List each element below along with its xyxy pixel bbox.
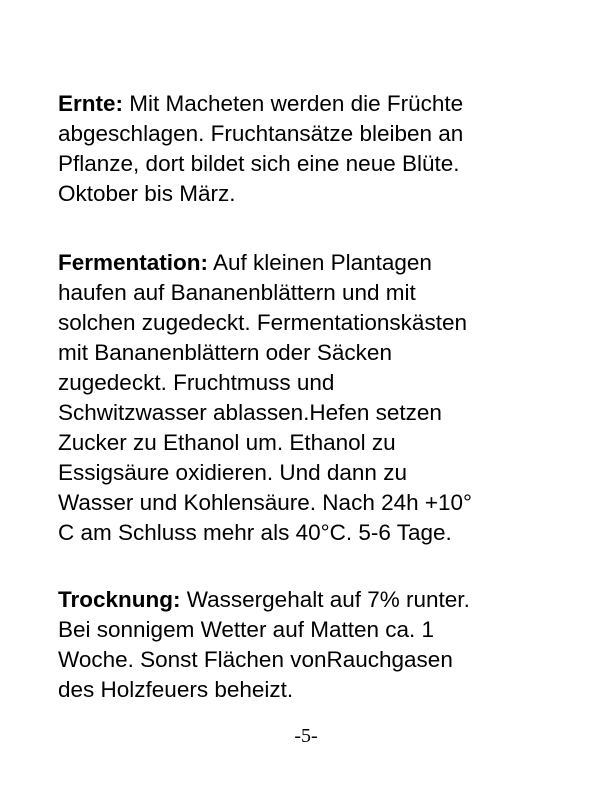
- section-term: Fermentation:: [58, 250, 209, 275]
- paragraph-line: zugedeckt. Fruchtmuss und: [58, 370, 335, 395]
- paragraph-line: solchen zugedeckt. Fermentationskästen: [58, 310, 467, 335]
- page-number: -5-: [294, 725, 318, 747]
- paragraph-line: [58, 248, 568, 278]
- line-text: Mit Macheten werden die Früchte: [123, 91, 464, 116]
- paragraph-line: Essigsäure oxidieren. Und dann zu: [58, 460, 407, 485]
- section-fermentation: [58, 248, 568, 548]
- paragraph-line: [58, 585, 568, 615]
- line-text: Auf kleinen Plantagen: [208, 250, 432, 275]
- paragraph-line: C am Schluss mehr als 40°C. 5-6 Tage.: [58, 520, 452, 545]
- paragraph-line: Zucker zu Ethanol um. Ethanol zu: [58, 430, 396, 455]
- paragraph-line: Wasser und Kohlensäure. Nach 24h +10°: [58, 490, 473, 515]
- paragraph-line: des Holzfeuers beheizt.: [58, 677, 294, 702]
- section-trocknung: [58, 585, 568, 705]
- paragraph-line: Oktober bis März.: [58, 181, 236, 206]
- paragraph-line: Pflanze, dort bildet sich eine neue Blüte.: [58, 151, 460, 176]
- line-text: Wassergehalt auf 7% runter.: [180, 587, 470, 612]
- paragraph-line: Schwitzwasser ablassen.Hefen setzen: [58, 400, 442, 425]
- paragraph-line: mit Bananenblättern oder Säcken: [58, 340, 392, 365]
- paragraph-line: haufen auf Bananenblättern und mit: [58, 280, 416, 305]
- paragraph-line: abgeschlagen. Fruchtansätze bleiben an: [58, 121, 464, 146]
- paragraph-line: [58, 89, 568, 119]
- section-term: Trocknung:: [58, 587, 181, 612]
- paragraph-line: Woche. Sonst Flächen vonRauchgasen: [58, 647, 453, 672]
- paragraph-line: Bei sonnigem Wetter auf Matten ca. 1: [58, 617, 435, 642]
- section-ernte: [58, 89, 568, 209]
- section-term: Ernte:: [58, 91, 124, 116]
